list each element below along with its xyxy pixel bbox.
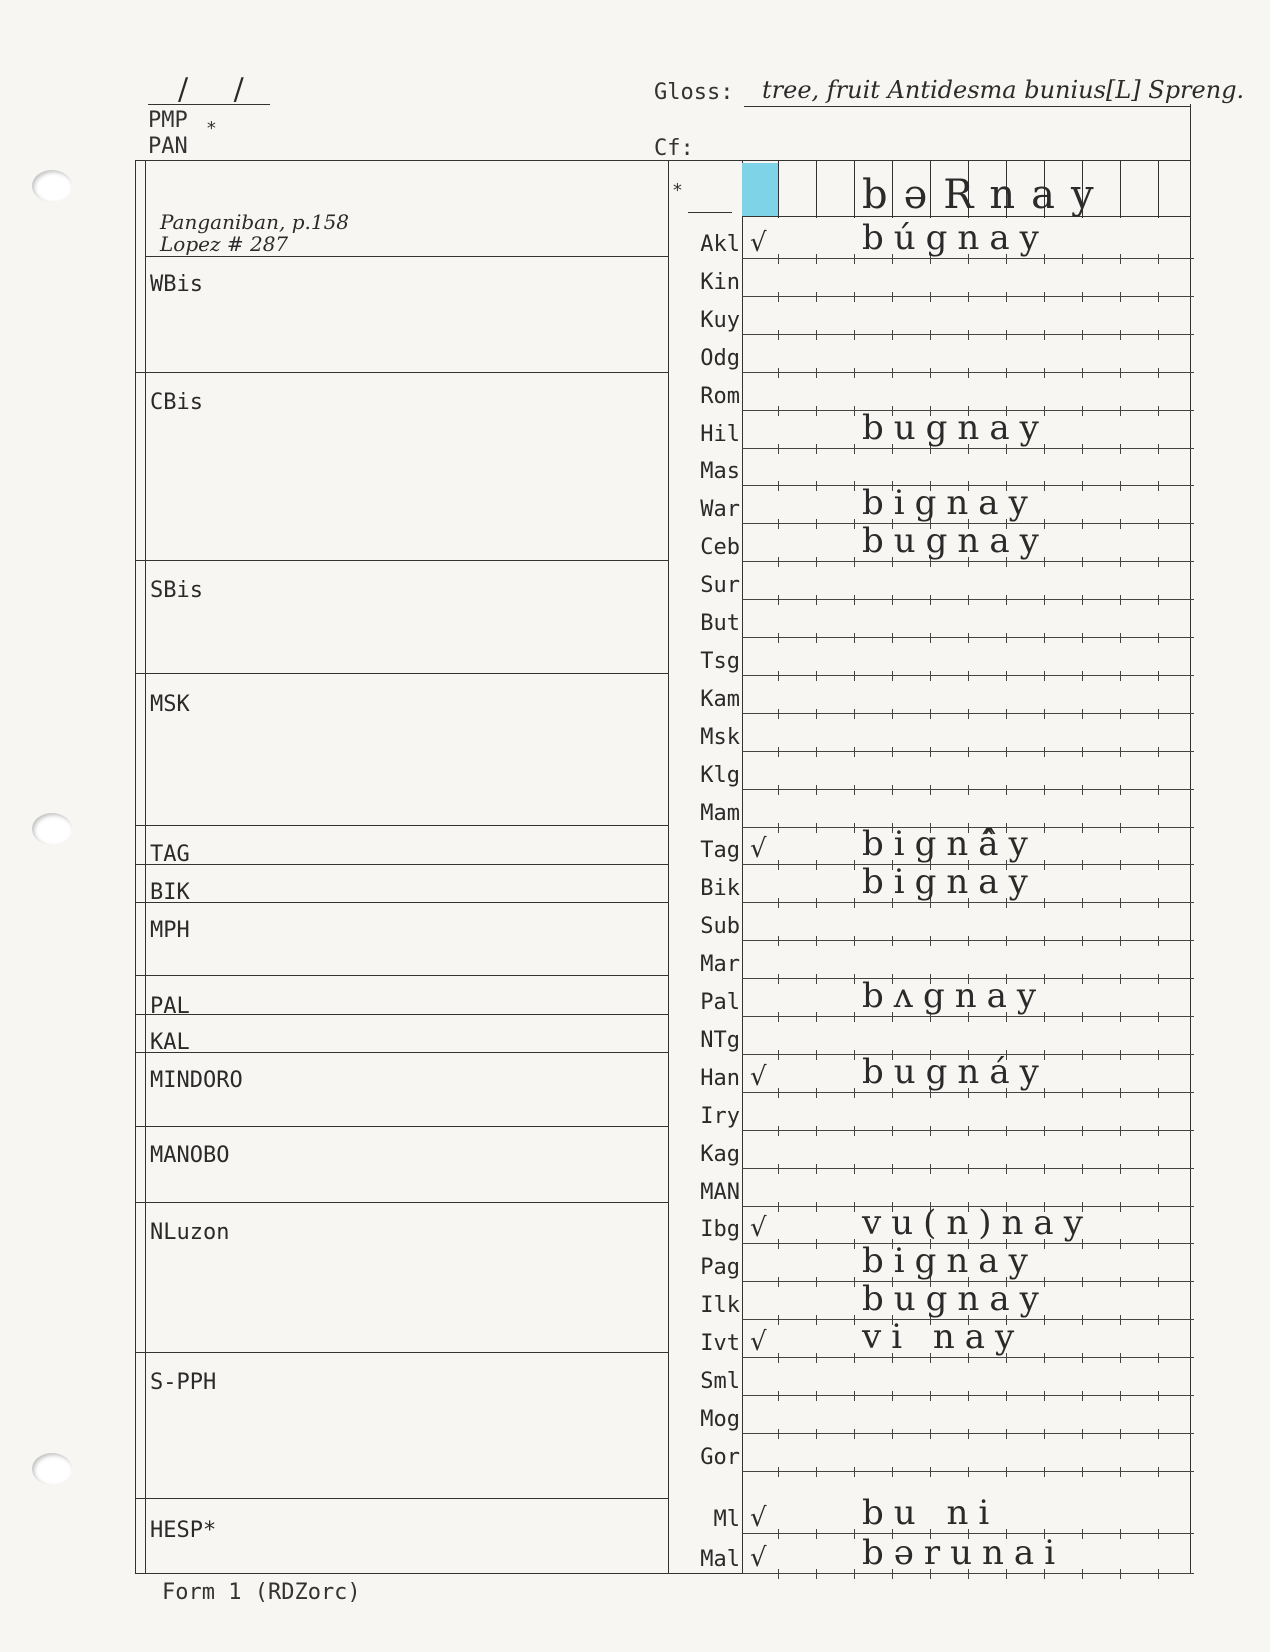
reflex-form: bignay — [862, 1241, 1038, 1282]
language-label: Msk — [700, 724, 740, 750]
form-row-line — [742, 747, 1194, 757]
language-label: Ml — [713, 1507, 740, 1532]
language-label: Han — [700, 1065, 740, 1091]
language-label: NTg — [700, 1027, 740, 1053]
check-mark: √ — [750, 1503, 767, 1533]
reflex-form: bignay — [862, 483, 1038, 524]
language-label: But — [700, 611, 740, 636]
language-label: Ibg — [700, 1217, 740, 1243]
language-label: Kuy — [700, 307, 740, 333]
form-row-line — [742, 936, 1194, 946]
form-row-line — [742, 1391, 1194, 1401]
reflex-form: bu ni — [862, 1493, 1000, 1533]
binder-hole-middle — [32, 813, 72, 845]
language-label: Kin — [700, 269, 740, 295]
reflex-form: bugnáy — [862, 1051, 1049, 1092]
form-row-line — [742, 1467, 1194, 1477]
pmp-label: PMP — [148, 108, 188, 133]
form-row-line — [742, 368, 1194, 378]
form-row-line — [742, 1429, 1194, 1439]
language-label: Sml — [700, 1369, 740, 1394]
language-label: Klg — [700, 762, 740, 788]
language-label: Kag — [700, 1141, 740, 1167]
section-pal: PAL — [150, 994, 190, 1019]
language-label: Ilk — [700, 1293, 740, 1319]
language-label: Mar — [700, 952, 740, 978]
language-label: Ivt — [700, 1331, 740, 1357]
section-mindoro: MINDORO — [150, 1068, 243, 1093]
pan-star: * — [206, 118, 217, 139]
language-label: Iry — [700, 1103, 740, 1129]
check-mark: √ — [750, 1543, 767, 1573]
binder-hole-top — [32, 170, 72, 202]
reflex-form: bərunai — [862, 1533, 1066, 1573]
reflex-form: vi nay — [862, 1317, 1025, 1358]
check-mark: √ — [750, 1061, 767, 1092]
check-mark: √ — [750, 228, 767, 258]
section-bik: BIK — [150, 880, 190, 905]
language-label: Tag — [700, 838, 740, 864]
language-label: Hil — [700, 421, 740, 447]
form-row-line — [742, 709, 1194, 719]
language-label: Sur — [700, 573, 740, 599]
section-nluzon: NLuzon — [150, 1220, 230, 1245]
form-footer: Form 1 (RDZorc) — [162, 1580, 361, 1605]
language-label: Bik — [700, 876, 740, 902]
source-note-line2: Lopez # 287 — [160, 232, 289, 256]
cf-label: Cf: — [654, 136, 694, 161]
language-label: Gor — [700, 1444, 740, 1470]
language-label: Pal — [700, 990, 740, 1015]
language-label: Mas — [700, 459, 740, 485]
form-row-line — [742, 671, 1194, 681]
source-note-line1: Panganiban, p.158 — [160, 210, 350, 234]
date-underline — [148, 104, 270, 105]
proto-star: * — [672, 180, 683, 201]
language-label: Rom — [700, 383, 740, 409]
reflex-form: bugnay — [862, 407, 1049, 448]
language-label: Odg — [700, 345, 740, 371]
language-label: Pag — [700, 1255, 740, 1281]
proto-form: bəRnay — [862, 172, 1110, 218]
check-mark: √ — [750, 834, 767, 865]
section-mph: MPH — [150, 918, 190, 943]
section-manobo: MANOBO — [150, 1143, 230, 1168]
language-label: Akl — [700, 232, 740, 257]
gloss-underline — [744, 106, 1190, 107]
date-marks: / / — [178, 72, 262, 107]
pan-label: PAN — [148, 134, 188, 159]
language-label: Ceb — [700, 535, 740, 561]
reflex-form: bʌgnay — [862, 976, 1047, 1016]
proto-star-line — [688, 212, 732, 213]
language-label: Kam — [700, 686, 740, 712]
form-row-line — [742, 595, 1194, 605]
reflex-form: bignâ̂y — [862, 824, 1038, 865]
language-label: Sub — [700, 914, 740, 940]
reflex-form: bugnay — [862, 521, 1049, 562]
language-label: War — [700, 497, 740, 523]
form-row-line — [742, 633, 1194, 643]
section-msk: MSK — [150, 692, 190, 717]
form-row-line — [742, 292, 1194, 302]
form-row-line — [742, 785, 1194, 795]
check-mark: √ — [750, 1213, 767, 1244]
language-label: MAN — [700, 1179, 740, 1205]
form-row-line — [742, 330, 1194, 340]
gloss-value: tree, fruit Antidesma bunius[L] Spreng. — [762, 76, 1245, 104]
language-label: Tsg — [700, 648, 740, 674]
reflex-form: búgnay — [862, 218, 1049, 258]
form-row-line — [742, 1126, 1194, 1136]
language-label: Mam — [700, 800, 740, 826]
check-mark: √ — [750, 1327, 767, 1358]
section-tag: TAG — [150, 842, 190, 867]
section-hesp: HESP* — [150, 1518, 217, 1543]
gloss-label: Gloss: — [654, 80, 734, 105]
section-sbis: SBis — [150, 578, 203, 603]
section-wbis: WBis — [150, 272, 203, 297]
section-kal: KAL — [150, 1030, 190, 1055]
reflex-form: vu(n)nay — [862, 1203, 1093, 1244]
binder-hole-bottom — [32, 1453, 72, 1485]
language-label: Mog — [700, 1406, 740, 1432]
reflex-form: bignay — [862, 862, 1038, 903]
section-column-divider — [668, 160, 669, 1573]
section-s-pph: S-PPH — [150, 1370, 217, 1395]
language-label: Mal — [700, 1547, 740, 1572]
section-cbis: CBis — [150, 390, 203, 415]
reflex-form: bugnay — [862, 1279, 1049, 1320]
form-row-line — [742, 1164, 1194, 1174]
